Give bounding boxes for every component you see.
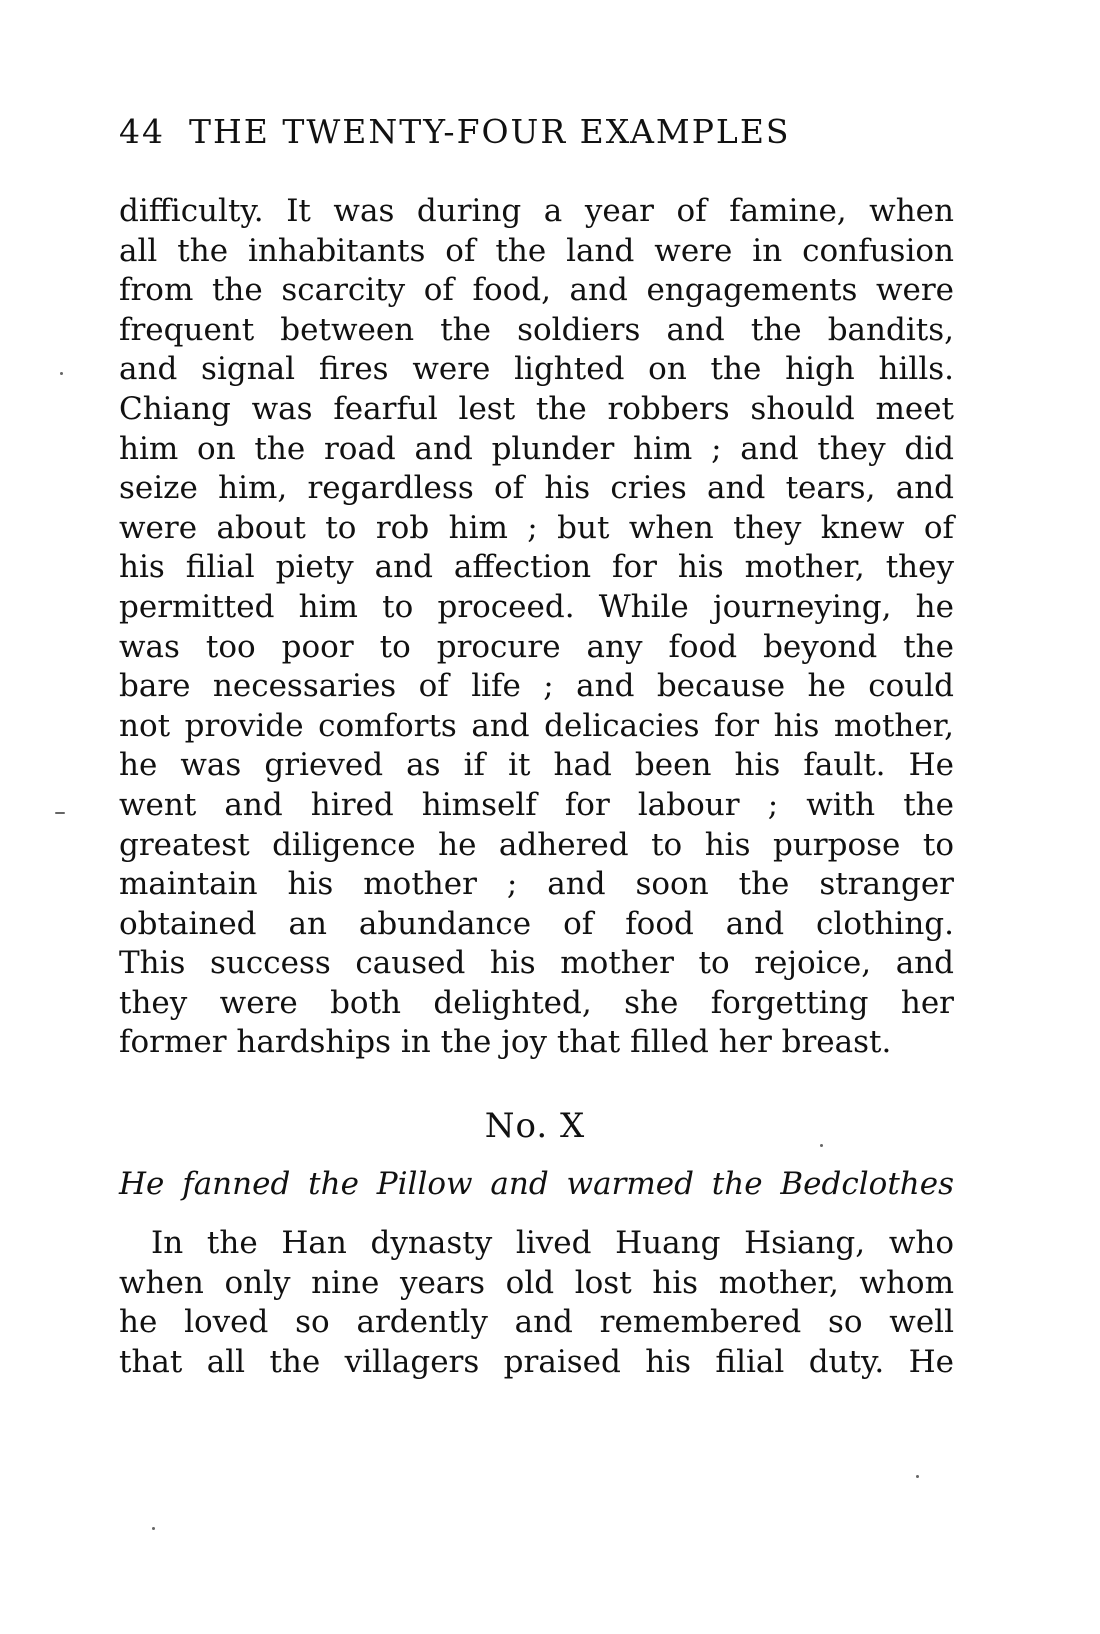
text-line: and signal fires were lighted on the high hills. (119, 351, 954, 388)
text-line: former hardships in the joy that filled her breast. (119, 1024, 892, 1061)
text-line: he loved so ardently and remembered so well (119, 1304, 954, 1341)
text-line: were about to rob him ; but when they knew of (119, 509, 954, 546)
text-line: greatest diligence he adhered to his purpose to (119, 826, 954, 863)
text-line: permitted him to proceed. While journeying, he (119, 588, 954, 625)
text-line: frequent between the soldiers and the bandits, (119, 311, 954, 348)
text-line: him on the road and plunder him ; and they did (119, 430, 954, 467)
paragraph-huang-hsiang (119, 1224, 954, 1382)
text-line: he was grieved as if it had been his fault. He (119, 747, 954, 784)
section-subtitle: He fanned the Pillow and warmed the Bedclothes (119, 1166, 954, 1202)
running-title: THE TWENTY-FOUR EXAMPLES (189, 112, 791, 151)
text-line: obtained an abundance of food and clothing. (119, 905, 954, 942)
text-line: all the inhabitants of the land were in confusion (119, 232, 954, 269)
text-line: from the scarcity of food, and engagements were (119, 272, 954, 309)
scan-speck (55, 812, 65, 814)
text-line: Chiang was fearful lest the robbers should meet (119, 390, 954, 427)
scan-speck (152, 1527, 155, 1530)
text-line: not provide comforts and delicacies for his mother, (119, 707, 954, 744)
scan-speck (916, 1475, 919, 1478)
text-line: his filial piety and affection for his mother, they (119, 549, 954, 586)
text-line: was too poor to procure any food beyond the (119, 628, 954, 665)
section-number: No. X (484, 1106, 586, 1146)
text-line: that all the villagers praised his filial duty. He (119, 1343, 954, 1380)
scan-speck (820, 1144, 823, 1147)
text-line: went and hired himself for labour ; with the (119, 786, 954, 823)
text-line: seize him, regardless of his cries and tears, and (119, 470, 954, 507)
running-header (119, 112, 979, 156)
text-line: they were both delighted, she forgetting her (119, 984, 954, 1021)
text-line: when only nine years old lost his mother, whom (119, 1264, 954, 1301)
paragraph-chiang (119, 192, 954, 1063)
text-line: maintain his mother ; and soon the stranger (119, 866, 954, 903)
page-number: 44 (119, 112, 165, 151)
text-line: In the Han dynasty lived Huang Hsiang, who (151, 1225, 954, 1261)
text-line: bare necessaries of life ; and because he could (119, 668, 954, 705)
text-line: This success caused his mother to rejoice, and (119, 945, 954, 982)
scan-speck (60, 372, 63, 375)
text-line: difficulty. It was during a year of famine, when (119, 193, 954, 229)
